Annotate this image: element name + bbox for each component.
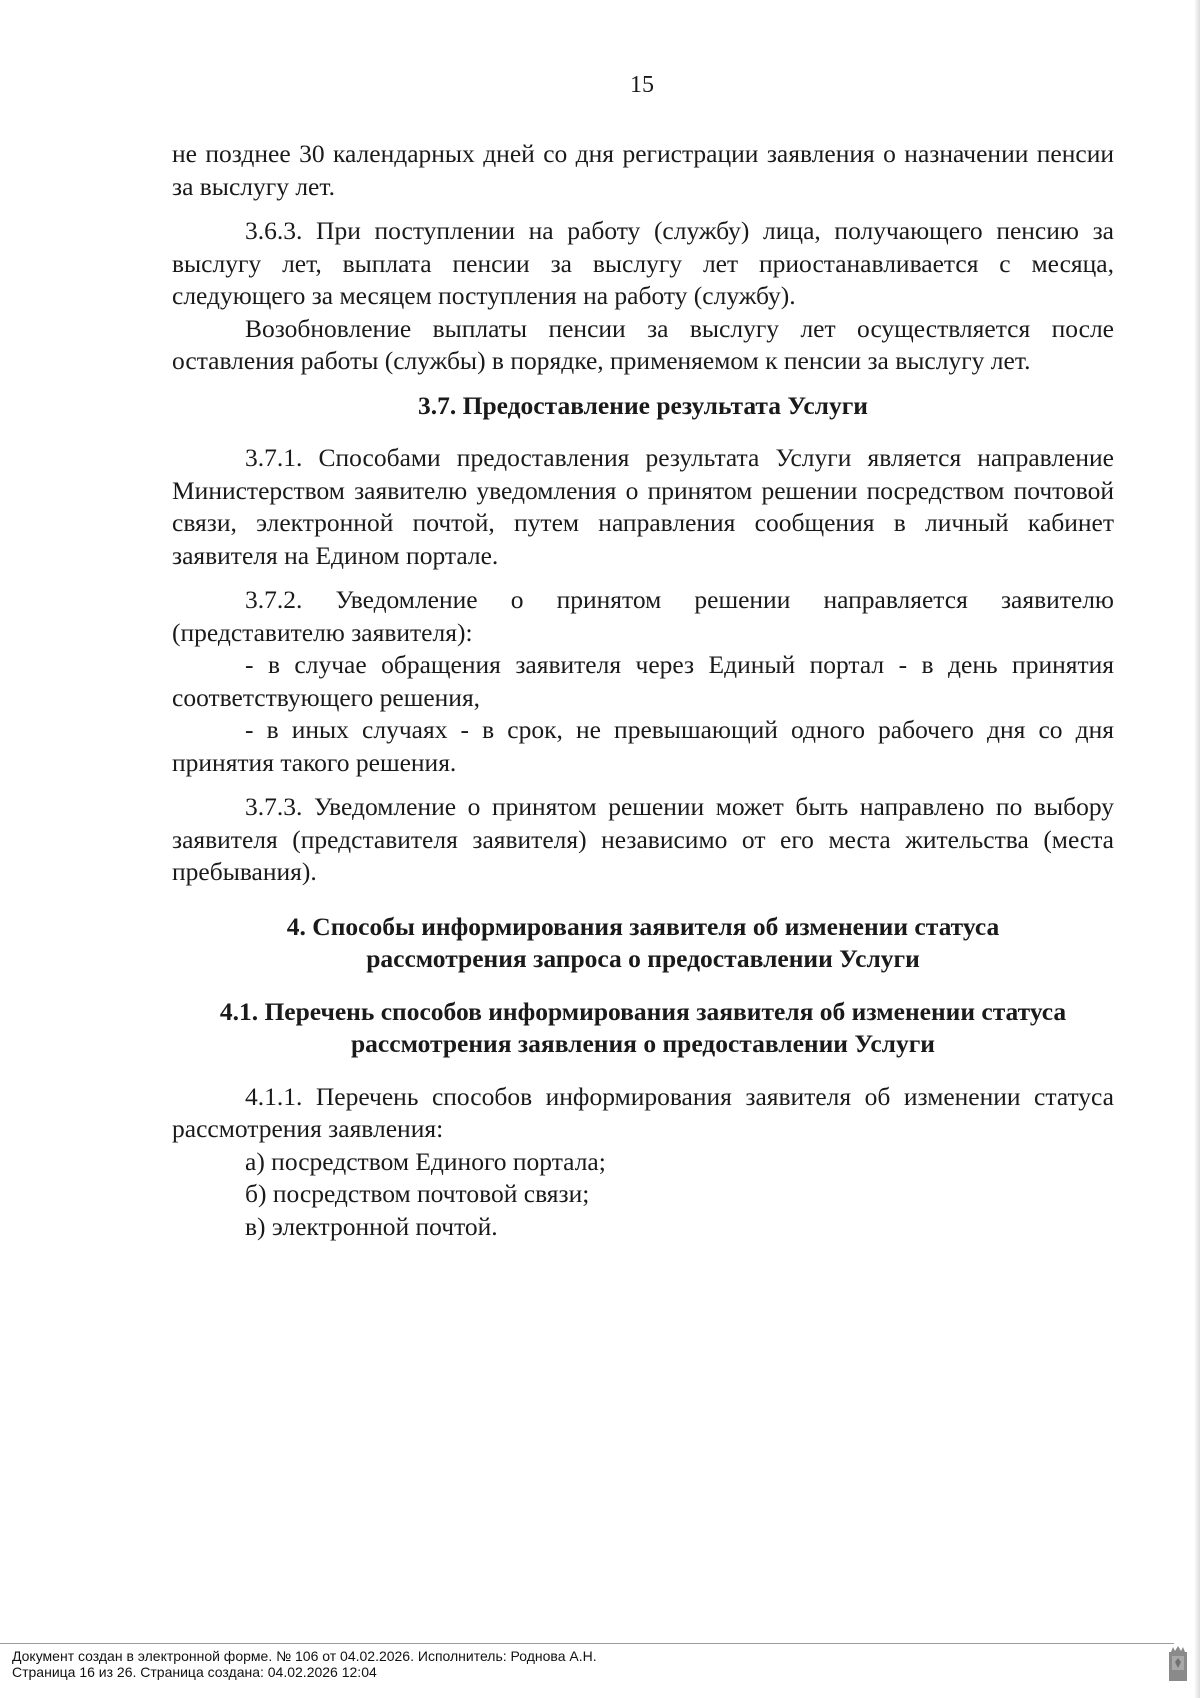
document-footer bbox=[12, 1648, 597, 1680]
paragraph-3-6-3: 3.6.3. При поступлении на работу (службу) лица, получающего пенсию за выслугу лет, выплата пенсии за выслугу лет приостанавливается с месяца, следующего за месяцем поступления на работу (службу). bbox=[172, 216, 1114, 310]
coat-of-arms-icon bbox=[1168, 1646, 1188, 1682]
page-edge-shadow bbox=[1194, 0, 1200, 1698]
section-heading-4-1: 4.1. Перечень способов информирования заявителя об изменении статуса рассмотрения заявления о предоставлении Услуги bbox=[219, 996, 1067, 1058]
section-heading-4: 4. Способы информирования заявителя об изменении статуса рассмотрения запроса о предоставлении Услуги bbox=[286, 911, 1000, 973]
list-item-a: а) посредством Единого портала; bbox=[245, 1146, 606, 1176]
footer-divider bbox=[0, 1643, 1174, 1644]
paragraph-4-1-1: 4.1.1. Перечень способов информирования заявителя об изменении статуса рассмотрения заявления: bbox=[172, 1081, 1114, 1143]
list-item-c: в) электронной почтой. bbox=[245, 1211, 498, 1241]
paragraph-resumption: Возобновление выплаты пенсии за выслугу лет осуществляется после оставления работы (службы) в порядке, применяемом к пенсии за выслугу лет. bbox=[172, 313, 1114, 375]
paragraph-3-7-2: 3.7.2. Уведомление о принятом решении направляется заявителю (представителю заявителя): bbox=[172, 585, 1114, 647]
footer-line-1: Документ создан в электронной форме. № 106 от 04.02.2026. Исполнитель: Роднова А.Н. bbox=[12, 1648, 597, 1664]
document-body bbox=[172, 138, 1114, 1243]
list-item-b: б) посредством почтовой связи; bbox=[245, 1179, 590, 1208]
footer-line-2: Страница 16 из 26. Страница создана: 04.02.2026 12:04 bbox=[12, 1664, 377, 1680]
list-item-other-cases: - в иных случаях - в срок, не превышающий одного рабочего дня со дня принятия такого решения. bbox=[172, 715, 1114, 777]
page-number: 15 bbox=[630, 72, 654, 98]
section-heading-3-7: 3.7. Предоставление результата Услуги bbox=[418, 390, 868, 420]
paragraph-3-7-1: 3.7.1. Способами предоставления результата Услуги является направление Министерством заявителю уведомления о принятом решении посредством почтовой связи, электронной почтой, путем направления сообщения в личный кабинет заявителя на Едином портале. bbox=[172, 443, 1114, 570]
paragraph-continuation: не позднее 30 календарных дней со дня регистрации заявления о назначении пенсии за выслугу лет. bbox=[172, 139, 1114, 201]
paragraph-3-7-3: 3.7.3. Уведомление о принятом решении может быть направлено по выбору заявителя (представителя заявителя) независимо от его места жительства (места пребывания). bbox=[172, 792, 1114, 886]
list-item-portal-case: - в случае обращения заявителя через Единый портал - в день принятия соответствующего решения, bbox=[172, 650, 1114, 712]
